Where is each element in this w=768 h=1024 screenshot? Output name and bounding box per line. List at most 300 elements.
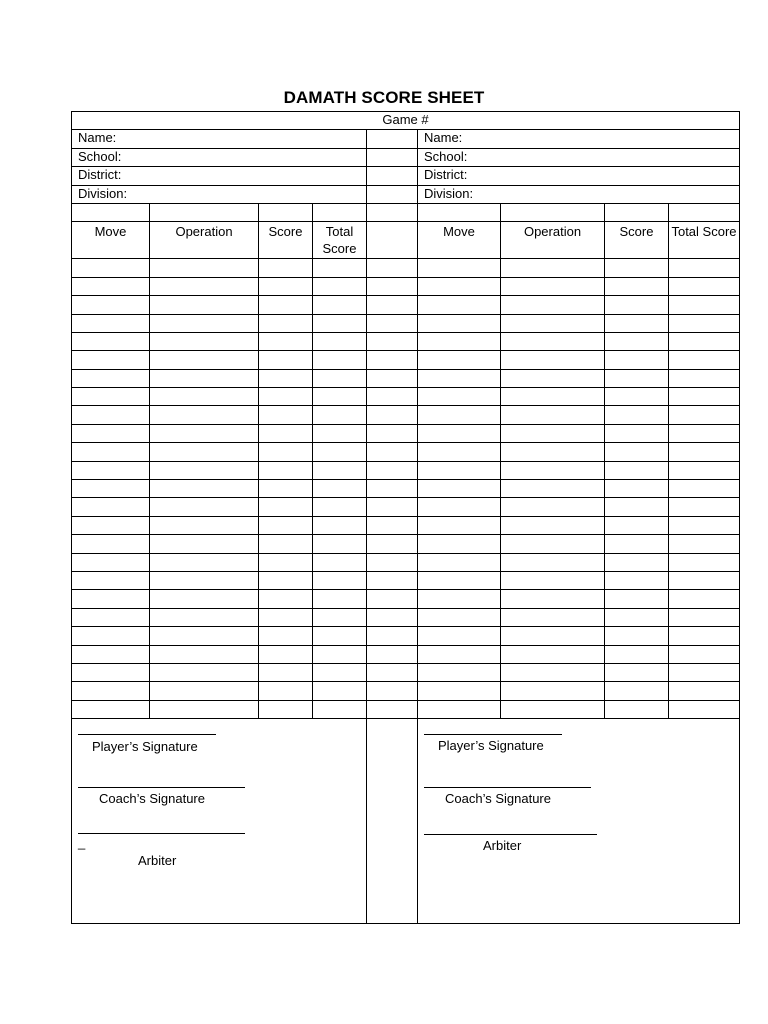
left-operation-cell[interactable] <box>150 663 259 681</box>
right-score-cell[interactable] <box>605 443 669 461</box>
divider-cell <box>367 203 418 221</box>
left-operation-cell[interactable] <box>150 296 259 314</box>
left-score-cell[interactable] <box>259 627 313 645</box>
right-total-score-cell[interactable] <box>669 571 740 589</box>
right-total-score-cell[interactable] <box>669 516 740 534</box>
right-score-cell[interactable] <box>605 480 669 498</box>
right-operation-cell[interactable] <box>501 645 605 663</box>
left-move-cell[interactable] <box>72 277 150 295</box>
right-move-cell[interactable] <box>418 535 501 553</box>
left-score-cell[interactable] <box>259 406 313 424</box>
left-operation-cell[interactable] <box>150 314 259 332</box>
right-score-cell[interactable] <box>605 682 669 700</box>
right-score-cell[interactable] <box>605 369 669 387</box>
right-move-cell[interactable] <box>418 424 501 442</box>
left-operation-cell[interactable] <box>150 535 259 553</box>
score-row <box>72 351 740 369</box>
right-operation-cell[interactable] <box>501 351 605 369</box>
right-move-cell[interactable] <box>418 682 501 700</box>
divider-cell <box>367 682 418 700</box>
left-score-cell[interactable] <box>259 461 313 479</box>
left-operation-cell[interactable] <box>150 443 259 461</box>
game-number-cell[interactable]: Game # <box>72 112 740 130</box>
divider-cell <box>367 185 418 203</box>
right-operation-cell[interactable] <box>501 590 605 608</box>
division-row <box>72 185 740 203</box>
left-move-cell[interactable] <box>72 461 150 479</box>
score-row <box>72 314 740 332</box>
right-score-cell[interactable] <box>605 571 669 589</box>
right-score-cell[interactable] <box>605 590 669 608</box>
divider-cell <box>367 535 418 553</box>
left-score-cell[interactable] <box>259 645 313 663</box>
right-move-cell[interactable] <box>418 369 501 387</box>
left-total-score-cell[interactable] <box>313 424 367 442</box>
right-move-cell[interactable] <box>418 645 501 663</box>
empty-cell <box>605 203 669 221</box>
left-total-score-cell[interactable] <box>313 351 367 369</box>
left-score-cell[interactable] <box>259 516 313 534</box>
right-score-cell[interactable] <box>605 498 669 516</box>
right-school-field[interactable]: School: <box>418 148 740 166</box>
right-operation-cell[interactable] <box>501 406 605 424</box>
score-row <box>72 535 740 553</box>
right-operation-cell[interactable] <box>501 627 605 645</box>
right-operation-cell[interactable] <box>501 314 605 332</box>
left-move-cell[interactable] <box>72 296 150 314</box>
empty-cell <box>150 203 259 221</box>
left-arbiter-label: Arbiter <box>138 853 177 869</box>
left-total-score-cell[interactable] <box>313 388 367 406</box>
divider-cell <box>367 148 418 166</box>
left-operation-cell[interactable] <box>150 627 259 645</box>
right-operation-cell[interactable] <box>501 498 605 516</box>
left-score-cell[interactable] <box>259 590 313 608</box>
score-row <box>72 553 740 571</box>
divider-cell <box>367 645 418 663</box>
left-operation-cell[interactable] <box>150 461 259 479</box>
right-operation-cell[interactable] <box>501 608 605 626</box>
left-move-cell[interactable] <box>72 571 150 589</box>
divider-cell <box>367 571 418 589</box>
right-score-cell[interactable] <box>605 424 669 442</box>
left-total-score-cell[interactable] <box>313 369 367 387</box>
left-score-header: Score <box>259 222 313 259</box>
divider-cell <box>367 388 418 406</box>
right-total-score-cell[interactable] <box>669 296 740 314</box>
right-total-score-cell[interactable] <box>669 424 740 442</box>
right-coach-signature-label: Coach’s Signature <box>445 791 551 807</box>
left-total-score-header: Total Score <box>313 222 367 259</box>
divider-cell <box>367 516 418 534</box>
right-score-header: Score <box>605 222 669 259</box>
right-operation-cell[interactable] <box>501 553 605 571</box>
right-division-field[interactable]: Division: <box>418 185 740 203</box>
right-total-score-cell[interactable] <box>669 314 740 332</box>
right-score-cell[interactable] <box>605 627 669 645</box>
left-move-cell[interactable] <box>72 443 150 461</box>
divider-cell <box>367 553 418 571</box>
left-move-cell[interactable] <box>72 663 150 681</box>
score-row <box>72 480 740 498</box>
divider-cell <box>367 498 418 516</box>
left-score-cell[interactable] <box>259 259 313 277</box>
left-total-score-cell[interactable] <box>313 590 367 608</box>
left-move-cell[interactable] <box>72 627 150 645</box>
right-score-cell[interactable] <box>605 553 669 571</box>
score-row <box>72 645 740 663</box>
left-score-cell[interactable] <box>259 571 313 589</box>
right-score-cell[interactable] <box>605 645 669 663</box>
divider-cell <box>367 719 418 924</box>
right-operation-cell[interactable] <box>501 332 605 350</box>
right-move-cell[interactable] <box>418 480 501 498</box>
right-move-cell[interactable] <box>418 571 501 589</box>
right-score-cell[interactable] <box>605 259 669 277</box>
right-move-cell[interactable] <box>418 388 501 406</box>
left-operation-cell[interactable] <box>150 498 259 516</box>
right-move-cell[interactable] <box>418 277 501 295</box>
divider-cell <box>367 627 418 645</box>
left-move-header: Move <box>72 222 150 259</box>
score-row <box>72 498 740 516</box>
left-operation-cell[interactable] <box>150 700 259 718</box>
left-operation-cell[interactable] <box>150 259 259 277</box>
school-row <box>72 148 740 166</box>
score-row <box>72 571 740 589</box>
right-move-cell[interactable] <box>418 332 501 350</box>
right-total-score-cell[interactable] <box>669 535 740 553</box>
left-operation-cell[interactable] <box>150 369 259 387</box>
left-score-cell[interactable] <box>259 351 313 369</box>
right-score-cell[interactable] <box>605 388 669 406</box>
left-operation-header: Operation <box>150 222 259 259</box>
left-operation-cell[interactable] <box>150 571 259 589</box>
left-district-field[interactable]: District: <box>72 167 367 185</box>
right-score-cell[interactable] <box>605 461 669 479</box>
left-total-score-cell[interactable] <box>313 608 367 626</box>
score-row <box>72 608 740 626</box>
right-total-score-cell[interactable] <box>669 608 740 626</box>
divider-cell <box>367 296 418 314</box>
divider-cell <box>367 332 418 350</box>
right-move-cell[interactable] <box>418 590 501 608</box>
right-move-cell[interactable] <box>418 406 501 424</box>
left-school-field[interactable]: School: <box>72 148 367 166</box>
left-operation-cell[interactable] <box>150 553 259 571</box>
right-operation-cell[interactable] <box>501 480 605 498</box>
right-operation-cell[interactable] <box>501 277 605 295</box>
right-total-score-cell[interactable] <box>669 645 740 663</box>
divider-cell <box>367 277 418 295</box>
column-header-row <box>72 222 740 259</box>
left-total-score-cell[interactable] <box>313 553 367 571</box>
left-total-score-cell[interactable] <box>313 682 367 700</box>
right-operation-cell[interactable] <box>501 663 605 681</box>
left-score-cell[interactable] <box>259 682 313 700</box>
left-coach-signature-line[interactable] <box>78 787 245 788</box>
right-move-cell[interactable] <box>418 663 501 681</box>
right-total-score-cell[interactable] <box>669 259 740 277</box>
empty-cell <box>313 203 367 221</box>
score-row <box>72 443 740 461</box>
divider-cell <box>367 424 418 442</box>
right-total-score-cell[interactable] <box>669 277 740 295</box>
right-move-cell[interactable] <box>418 700 501 718</box>
left-operation-cell[interactable] <box>150 682 259 700</box>
empty-cell <box>501 203 605 221</box>
right-score-cell[interactable] <box>605 277 669 295</box>
left-move-cell[interactable] <box>72 553 150 571</box>
left-score-cell[interactable] <box>259 535 313 553</box>
left-total-score-cell[interactable] <box>313 296 367 314</box>
empty-cell <box>669 203 740 221</box>
left-operation-cell[interactable] <box>150 406 259 424</box>
left-total-score-cell[interactable] <box>313 314 367 332</box>
score-row <box>72 424 740 442</box>
left-total-score-cell[interactable] <box>313 443 367 461</box>
right-move-cell[interactable] <box>418 314 501 332</box>
score-row <box>72 369 740 387</box>
left-total-score-cell[interactable] <box>313 461 367 479</box>
score-row <box>72 663 740 681</box>
left-operation-cell[interactable] <box>150 480 259 498</box>
right-move-cell[interactable] <box>418 443 501 461</box>
left-operation-cell[interactable] <box>150 590 259 608</box>
right-total-score-cell[interactable] <box>669 663 740 681</box>
right-total-score-cell[interactable] <box>669 332 740 350</box>
left-move-cell[interactable] <box>72 388 150 406</box>
empty-cell <box>418 203 501 221</box>
right-total-score-cell[interactable] <box>669 480 740 498</box>
right-move-cell[interactable] <box>418 553 501 571</box>
left-score-cell[interactable] <box>259 663 313 681</box>
right-move-cell[interactable] <box>418 351 501 369</box>
right-score-cell[interactable] <box>605 296 669 314</box>
score-row <box>72 516 740 534</box>
left-name-field[interactable]: Name: <box>72 130 367 148</box>
left-total-score-cell[interactable] <box>313 700 367 718</box>
left-total-score-cell[interactable] <box>313 259 367 277</box>
left-score-cell[interactable] <box>259 277 313 295</box>
right-score-cell[interactable] <box>605 700 669 718</box>
right-district-field[interactable]: District: <box>418 167 740 185</box>
right-arbiter-signature-line[interactable] <box>424 834 597 835</box>
score-row <box>72 590 740 608</box>
left-move-cell[interactable] <box>72 608 150 626</box>
left-total-score-cell[interactable] <box>313 516 367 534</box>
right-operation-cell[interactable] <box>501 535 605 553</box>
right-move-header: Move <box>418 222 501 259</box>
left-operation-cell[interactable] <box>150 351 259 369</box>
left-score-cell[interactable] <box>259 700 313 718</box>
district-row <box>72 167 740 185</box>
score-row <box>72 682 740 700</box>
left-score-cell[interactable] <box>259 296 313 314</box>
empty-cell <box>259 203 313 221</box>
left-total-score-cell[interactable] <box>313 498 367 516</box>
left-move-cell[interactable] <box>72 480 150 498</box>
right-score-cell[interactable] <box>605 314 669 332</box>
right-player-signature-line[interactable] <box>424 734 562 735</box>
left-move-cell[interactable] <box>72 645 150 663</box>
left-total-score-cell[interactable] <box>313 277 367 295</box>
right-operation-cell[interactable] <box>501 461 605 479</box>
left-move-cell[interactable] <box>72 369 150 387</box>
empty-cell <box>72 203 150 221</box>
right-total-score-cell[interactable] <box>669 369 740 387</box>
right-move-cell[interactable] <box>418 498 501 516</box>
divider-cell <box>367 480 418 498</box>
left-score-cell[interactable] <box>259 332 313 350</box>
left-total-score-cell[interactable] <box>313 663 367 681</box>
divider-cell <box>367 461 418 479</box>
left-player-signature-label: Player’s Signature <box>92 739 198 755</box>
sheet-title: DAMATH SCORE SHEET <box>283 88 485 107</box>
left-move-cell[interactable] <box>72 516 150 534</box>
game-row <box>72 112 740 130</box>
left-operation-cell[interactable] <box>150 608 259 626</box>
name-row <box>72 130 740 148</box>
left-move-cell[interactable] <box>72 682 150 700</box>
left-score-cell[interactable] <box>259 480 313 498</box>
score-row <box>72 700 740 718</box>
left-operation-cell[interactable] <box>150 277 259 295</box>
left-score-cell[interactable] <box>259 424 313 442</box>
left-score-cell[interactable] <box>259 608 313 626</box>
left-score-cell[interactable] <box>259 443 313 461</box>
divider-cell <box>367 351 418 369</box>
right-total-score-cell[interactable] <box>669 682 740 700</box>
left-score-cell[interactable] <box>259 314 313 332</box>
right-operation-cell[interactable] <box>501 516 605 534</box>
right-total-score-header: Total Score <box>669 222 740 259</box>
left-total-score-cell[interactable] <box>313 535 367 553</box>
left-move-cell[interactable] <box>72 314 150 332</box>
right-move-cell[interactable] <box>418 296 501 314</box>
right-operation-cell[interactable] <box>501 443 605 461</box>
right-total-score-cell[interactable] <box>669 627 740 645</box>
right-score-cell[interactable] <box>605 516 669 534</box>
right-move-cell[interactable] <box>418 608 501 626</box>
right-score-cell[interactable] <box>605 608 669 626</box>
right-total-score-cell[interactable] <box>669 590 740 608</box>
right-signature-block <box>418 719 740 924</box>
score-row <box>72 296 740 314</box>
right-operation-cell[interactable] <box>501 388 605 406</box>
left-division-field[interactable]: Division: <box>72 185 367 203</box>
right-operation-cell[interactable] <box>501 682 605 700</box>
right-move-cell[interactable] <box>418 461 501 479</box>
right-total-score-cell[interactable] <box>669 388 740 406</box>
right-total-score-cell[interactable] <box>669 443 740 461</box>
divider-cell <box>367 608 418 626</box>
left-total-score-cell[interactable] <box>313 571 367 589</box>
right-operation-cell[interactable] <box>501 259 605 277</box>
score-row <box>72 332 740 350</box>
left-move-cell[interactable] <box>72 351 150 369</box>
left-move-cell[interactable] <box>72 700 150 718</box>
right-score-cell[interactable] <box>605 535 669 553</box>
left-score-cell[interactable] <box>259 553 313 571</box>
divider-cell <box>367 700 418 718</box>
score-row <box>72 627 740 645</box>
left-operation-cell[interactable] <box>150 388 259 406</box>
divider-cell <box>367 259 418 277</box>
right-total-score-cell[interactable] <box>669 406 740 424</box>
left-player-signature-line[interactable] <box>78 734 216 735</box>
divider-cell <box>367 369 418 387</box>
divider-cell <box>367 406 418 424</box>
left-total-score-cell[interactable] <box>313 645 367 663</box>
right-move-cell[interactable] <box>418 627 501 645</box>
right-operation-cell[interactable] <box>501 369 605 387</box>
left-operation-cell[interactable] <box>150 645 259 663</box>
score-sheet-table <box>71 111 740 924</box>
left-total-score-cell[interactable] <box>313 627 367 645</box>
right-score-cell[interactable] <box>605 406 669 424</box>
left-move-cell[interactable] <box>72 590 150 608</box>
score-row <box>72 406 740 424</box>
left-move-cell[interactable] <box>72 535 150 553</box>
divider-cell <box>367 222 418 259</box>
left-signature-block <box>72 719 367 924</box>
right-name-field[interactable]: Name: <box>418 130 740 148</box>
right-move-cell[interactable] <box>418 259 501 277</box>
right-total-score-cell[interactable] <box>669 461 740 479</box>
right-score-cell[interactable] <box>605 332 669 350</box>
divider-cell <box>367 167 418 185</box>
divider-cell <box>367 443 418 461</box>
right-operation-cell[interactable] <box>501 571 605 589</box>
left-coach-signature-label: Coach’s Signature <box>99 791 205 807</box>
left-score-cell[interactable] <box>259 369 313 387</box>
left-total-score-cell[interactable] <box>313 480 367 498</box>
left-arbiter-line-mark: _ <box>78 835 86 851</box>
right-total-score-cell[interactable] <box>669 351 740 369</box>
left-total-score-cell[interactable] <box>313 332 367 350</box>
score-row <box>72 461 740 479</box>
right-operation-header: Operation <box>501 222 605 259</box>
left-move-cell[interactable] <box>72 259 150 277</box>
left-arbiter-signature-line[interactable] <box>78 833 245 834</box>
right-score-cell[interactable] <box>605 351 669 369</box>
right-move-cell[interactable] <box>418 516 501 534</box>
left-operation-cell[interactable] <box>150 424 259 442</box>
right-coach-signature-line[interactable] <box>424 787 591 788</box>
right-operation-cell[interactable] <box>501 296 605 314</box>
right-score-cell[interactable] <box>605 663 669 681</box>
left-total-score-cell[interactable] <box>313 406 367 424</box>
left-move-cell[interactable] <box>72 406 150 424</box>
divider-cell <box>367 130 418 148</box>
left-operation-cell[interactable] <box>150 516 259 534</box>
right-operation-cell[interactable] <box>501 700 605 718</box>
divider-cell <box>367 590 418 608</box>
left-move-cell[interactable] <box>72 424 150 442</box>
right-total-score-cell[interactable] <box>669 498 740 516</box>
left-score-cell[interactable] <box>259 498 313 516</box>
left-move-cell[interactable] <box>72 498 150 516</box>
divider-cell <box>367 663 418 681</box>
signature-row <box>72 719 740 924</box>
right-total-score-cell[interactable] <box>669 700 740 718</box>
left-move-cell[interactable] <box>72 332 150 350</box>
right-operation-cell[interactable] <box>501 424 605 442</box>
left-score-cell[interactable] <box>259 388 313 406</box>
right-total-score-cell[interactable] <box>669 553 740 571</box>
left-operation-cell[interactable] <box>150 332 259 350</box>
